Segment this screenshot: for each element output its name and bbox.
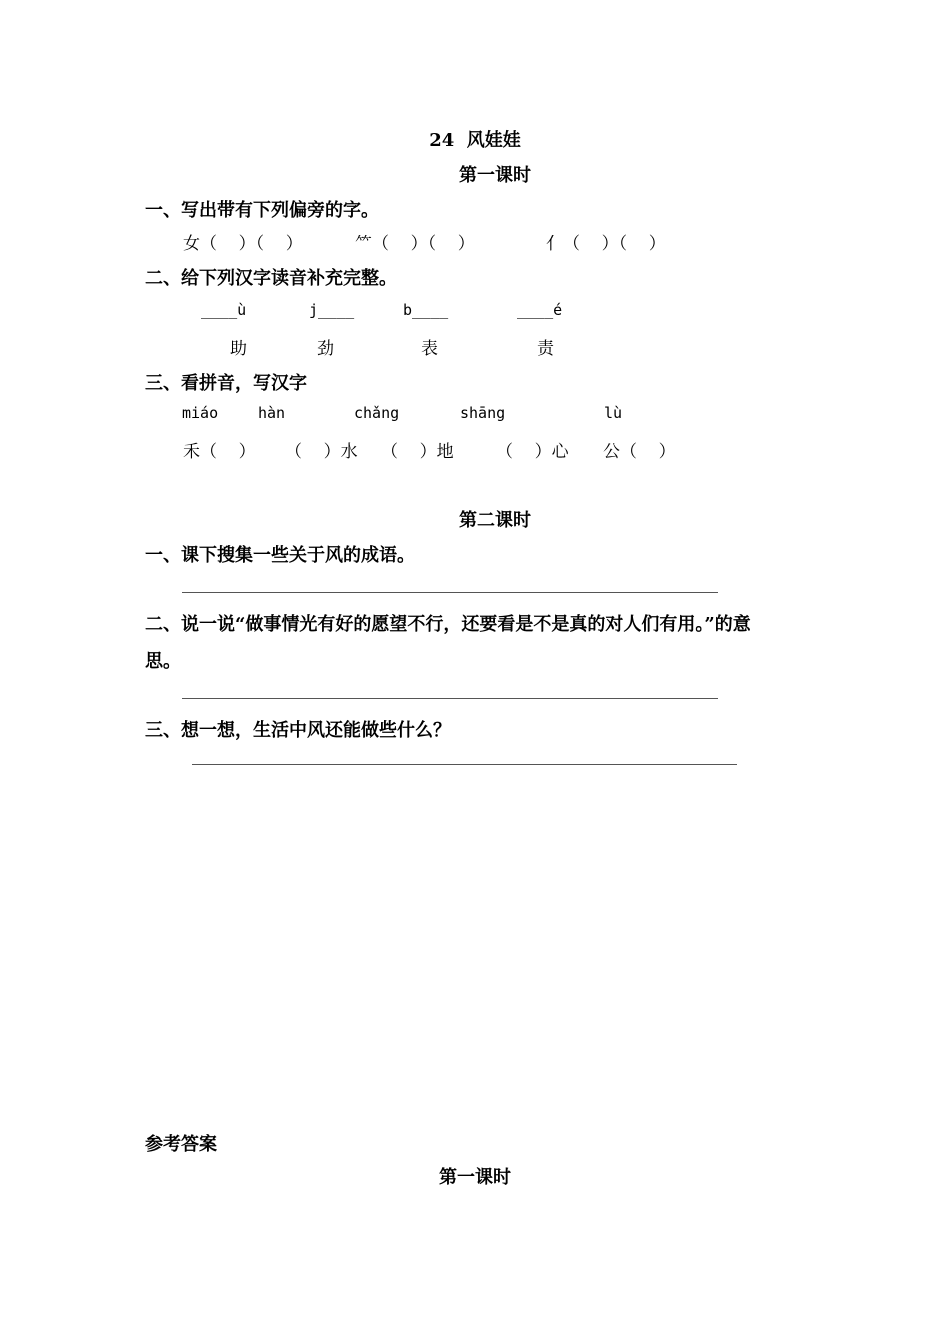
write-blank-1: 禾（ ） [183, 442, 256, 462]
write-blank-4: （ ）心 [496, 442, 569, 462]
page-title: 24 风娃娃 [429, 130, 521, 151]
radical-item-bamboo: ⺮（ ）（ ） [355, 234, 475, 254]
lesson2-heading: 第二课时 [459, 510, 531, 531]
hanzi-4: 责 [537, 339, 554, 359]
pinyin-5: lù [604, 404, 623, 422]
pinyin-2: hàn [258, 404, 286, 422]
pinyin-blank-2: j____ [309, 301, 355, 319]
lesson1-question3: 三、看拼音，写汉字 [145, 373, 307, 394]
write-blank-3: （ ）地 [381, 442, 454, 462]
answer-line-1 [182, 592, 718, 593]
write-blank-2: （ ）水 [285, 442, 358, 462]
lesson2-question1: 一、课下搜集一些关于风的成语。 [145, 545, 415, 566]
pinyin-blank-3: b____ [403, 301, 449, 319]
answers-lesson1-heading: 第一课时 [439, 1167, 511, 1188]
pinyin-4: shāng [460, 404, 506, 422]
lesson1-heading: 第一课时 [459, 165, 531, 186]
hanzi-2: 劲 [317, 339, 334, 359]
radical-item-woman: 女（ ）（ ） [183, 234, 303, 254]
pinyin-blank-4: ____é [517, 301, 563, 319]
answer-line-3 [192, 764, 737, 765]
write-blank-5: 公（ ） [603, 442, 676, 462]
lesson1-question2: 二、给下列汉字读音补充完整。 [145, 268, 397, 289]
lesson2-question2-line2: 思。 [145, 651, 181, 672]
lesson1-question1: 一、写出带有下列偏旁的字。 [145, 200, 379, 221]
hanzi-1: 助 [230, 339, 247, 359]
lesson2-question3: 三、想一想，生活中风还能做些什么？ [145, 720, 451, 741]
pinyin-3: chǎng [354, 404, 400, 422]
radical-item-person: 亻（ ）（ ） [546, 234, 666, 254]
pinyin-1: miáo [182, 404, 219, 422]
answer-line-2 [182, 698, 718, 699]
lesson2-question2-line1: 二、说一说“做事情光有好的愿望不行，还要看是不是真的对人们有用。”的意 [145, 614, 751, 635]
answers-heading: 参考答案 [145, 1134, 217, 1155]
hanzi-3: 表 [421, 339, 438, 359]
pinyin-blank-1: ____ù [201, 301, 247, 319]
